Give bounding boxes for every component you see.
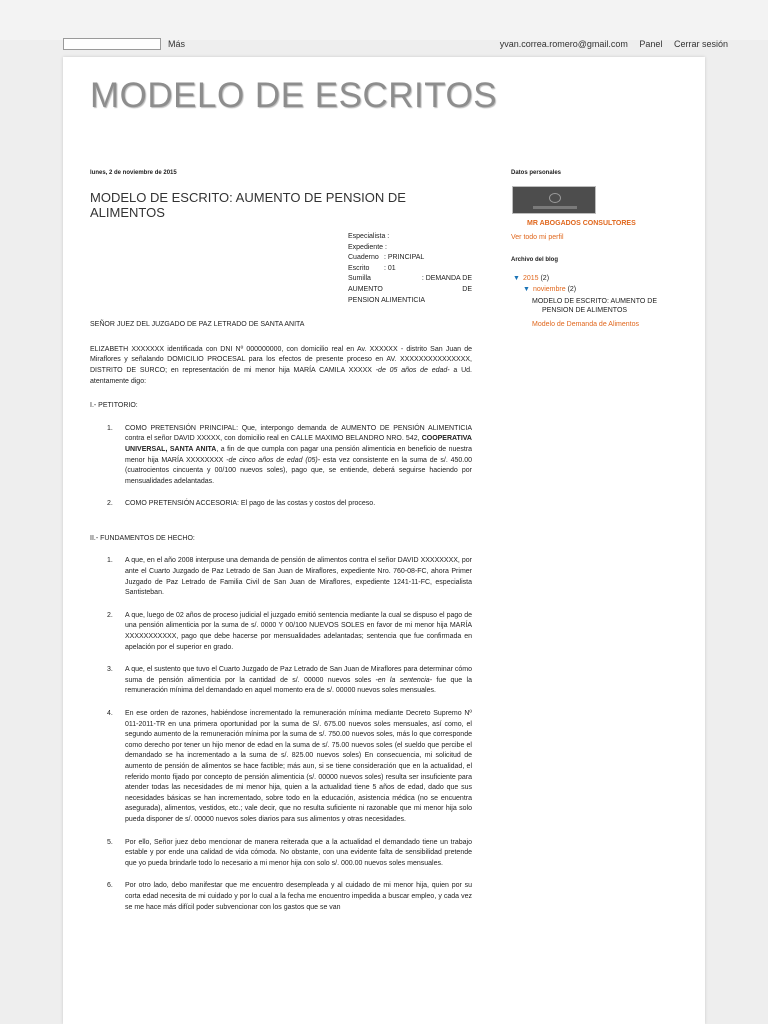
- triangle-down-icon[interactable]: ▼: [523, 286, 530, 293]
- post-date: lunes, 2 de noviembre de 2015: [90, 170, 177, 176]
- document-header: [348, 232, 472, 306]
- sumilla-label: Sumilla: [348, 275, 371, 283]
- addressee: SEÑOR JUEZ DEL JUZGADO DE PAZ LETRADO DE SANTA ANITA: [90, 321, 305, 329]
- post: [90, 170, 472, 925]
- logo-icon: [549, 193, 561, 203]
- fundamentos-list: [90, 556, 472, 913]
- petitorio-list: [90, 424, 472, 510]
- list-item: 4. En ese orden de razones, habiéndose incrementado la remuneración mínima mediante Decreto Supremo Nº 011-2011-TR en una primera oportunidad por la suma de S/. 675.00 nuevos soles mensuales, así como, el segundo aumento de la remuneración mínima por la suma de s/. 750.00 nuevos soles, más lo que corresponde como derecho por tener un hijo menor de edad en la suma de s/. 75.00 nuevos soles (el sueldo que percibe el demandado se ha incrementado a la suma de s/. 825.00 nuevos soles) En consecuencia, mi solicitud de aumento de pensión de alimentos se hace factible; más aun, si se tiene consideración que en la actualidad, el referido monto fijado por concepto de pensión alimenticia (s/. 00000 nuevos soles) resulta ser insuficiente para atender todas las necesidades de mi menor hija, quien a la actualidad tiene 5 años de edad, dado que sus necesidades básicas se han incrementado, sobre todo en la educación, asistencia médica (no se encuentra asegurada), alimentos, vestidos, etc.; vale decir, que no resulta suficiente ni razonable que mi menor hija solo pueda disponer de s/. 00000 nuevos soles diarios para sus alimentos y otras necesidades.: [107, 710, 472, 823]
- archive-heading: Archivo del blog: [511, 257, 559, 263]
- expediente-field: Expediente :: [348, 243, 387, 251]
- list-item: 1. A que, en el año 2008 interpuse una demanda de pensión de alimentos contra el señor DAVID XXXXXXXX, por ante el Cuarto Juzgado de Paz Letrado de San Juan de Miraflores, expediente Nro. 760-08-FC, ahora Primer Juzgado de Paz Letrado de Familia Civil de San Juan de Miraflores, expediente 1241-11-FC, especialista Santisteban.: [107, 557, 472, 597]
- blog-title[interactable]: MODELO DE ESCRITOS: [90, 76, 498, 115]
- intro-paragraph: ELIZABETH XXXXXXX identificada con DNI Nº 000000000, con domicilio real en Av. XXXXXX - distrito San Juan de Miraflores y señalando DOMICILIO PROCESAL para los efectos de presente proceso en AV. XXXXXXXXXXXXXXX, DISTRITO DE SURCO; en representación de mi menor hija MARÍA CAMILA XXXXX -de 05 años de edad- a Ud. atentamente digo:: [90, 345, 472, 385]
- section-petitorio: I.- PETITORIO:: [90, 402, 138, 410]
- list-item: 3. A que, el sustento que tuvo el Cuarto Juzgado de Paz Letrado de San Juan de Miraflores para determinar cómo suma de pensión alimenticia por la cantidad de s/. 00000 nuevos soles -en la sentencia- fue que la remuneración mínima del demandado en aquel momento era de s/. 00000 nuevos soles mensuales.: [107, 666, 472, 695]
- list-item: 6. Por otro lado, debo manifestar que me encuentro desempleada y al cuidado de mi menor hija, quien por su corta edad necesita de mi cuidado y por lo cual a la fecha me encuentro impedida a buscar empleo, y cada vez se me hace más difícil poder subvencionar con los gastos que se van: [107, 882, 472, 911]
- navbar: [0, 0, 768, 40]
- navbar-search-input[interactable]: [63, 38, 161, 50]
- navbar-account: [491, 38, 728, 50]
- cuaderno-value: : PRINCIPAL: [384, 254, 425, 262]
- sumilla-value: : DEMANDA DE: [421, 275, 472, 283]
- sumilla-line2b: DE: [462, 285, 472, 293]
- archive-post-link[interactable]: Modelo de Demanda de Alimentos: [532, 321, 640, 328]
- especialista-field: Especialista :: [348, 233, 390, 240]
- escrito-value: : 01: [384, 264, 396, 272]
- navbar-email[interactable]: yvan.correa.romero@gmail.com: [499, 39, 628, 49]
- navbar-logout-link[interactable]: Cerrar sesión: [673, 39, 728, 49]
- archive-year-link[interactable]: 2015: [522, 275, 539, 282]
- list-item: 5. Por ello, Señor juez debo mencionar de manera reiterada que a la actualidad el demandado tiene un trabajo estable y por ende una calidad de vida cómoda. No obstante, con una evidente falta de sensibilidad pretende que yo pueda brindarle todo lo necesario a mi menor hija con solo s/. 000.00 nuevos soles mensuales.: [107, 838, 472, 867]
- sumilla-line2a: AUMENTO: [348, 285, 383, 293]
- cuaderno-label: Cuaderno: [348, 254, 379, 262]
- navbar-panel-link[interactable]: Panel: [639, 39, 663, 49]
- profile-view-link[interactable]: Ver todo mi perfil: [511, 234, 564, 241]
- profile-heading: Datos personales: [511, 170, 562, 176]
- post-title[interactable]: MODELO DE ESCRITO: AUMENTO DE PENSION DE ALIMENTOS: [90, 190, 406, 220]
- navbar-more-link[interactable]: Más: [168, 39, 186, 49]
- list-item: 2. A que, luego de 02 años de proceso judicial el juzgado emitió sentencia mediante la cual se dispuso el pago de una pensión alimenticia por la suma de s/. 0000 Y 00/100 NUEVOS SOLES en favor de mi menor hija MARÍA XXXXXXXXXXX, pago que debe hacerse por mensualidades adelantadas; sentencia que fue confirmada en apelación por el superior en grado.: [107, 611, 472, 651]
- sidebar: [511, 170, 681, 328]
- blog-archive: ▼ 2015 (2) ▼ noviembre (2) MODELO DE ESCRITO: AUMENTO DE PENSION DE ALIMENTOS Modelo de Demanda de Alimentos: [511, 273, 681, 328]
- profile-image[interactable]: [512, 186, 596, 214]
- list-item: 2. COMO PRETENSIÓN ACCESORIA: El pago de las costas y costos del proceso.: [107, 500, 376, 508]
- escrito-label: Escrito: [348, 264, 370, 272]
- profile-name-link[interactable]: MR ABOGADOS CONSULTORES: [527, 220, 636, 227]
- section-fundamentos: II.- FUNDAMENTOS DE HECHO:: [90, 534, 195, 542]
- sumilla-line3: PENSION ALIMENTICIA: [348, 296, 426, 304]
- archive-month-link[interactable]: noviembre: [532, 286, 566, 293]
- triangle-down-icon[interactable]: ▼: [513, 275, 520, 282]
- list-item: 1. COMO PRETENSIÓN PRINCIPAL: Que, interpongo demanda de AUMENTO DE PENSIÓN ALIMENTICIA contra el señor DAVID XXXXX, con domicilio real en CALLE MAXIMO BELANDRO NRO. 542, COOPERATIVA UNIVERSAL, SANTA ANITA, a fin de que cumpla con pagar una pensión alimenticia en beneficio de nuestra menor hija MARÍA XXXXXXXX -de cinco años de edad (05)- esta vez consistente en la suma de s/. 450.00 (cuatrocientos cincuenta y 00/100 nuevos soles), pago que, se entiende, deberá seguirse haciendo por mensualidades adelantadas.: [107, 424, 472, 485]
- archive-post-current[interactable]: MODELO DE ESCRITO: AUMENTO DE PENSION DE ALIMENTOS: [532, 298, 657, 314]
